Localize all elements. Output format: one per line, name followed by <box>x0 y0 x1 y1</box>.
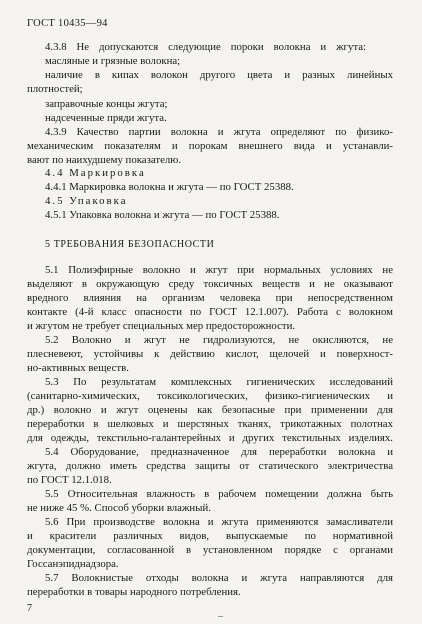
text-line: 5.4 Оборудование, предназначенное для переработки волокна и <box>45 446 393 458</box>
scan-mark <box>218 616 223 617</box>
subsection-heading: 4.4 Маркировка <box>45 167 146 179</box>
text-line: 5.6 При производстве волокна и жгута применяются замасливатели <box>45 516 393 528</box>
text-line: и красители различных видов, выпускаемые по нормативной <box>27 530 393 542</box>
page-number: 7 <box>27 603 32 614</box>
text-line: наличие в кипах волокон другого цвета и разных линейных <box>45 69 393 81</box>
text-line: для одежды, текстильно-галантерейных и других текстильных изделиях. <box>27 432 393 444</box>
text-line: и жгутом не требует специальных мер предосторожности. <box>27 320 296 332</box>
text-line: надсеченные пряди жгута. <box>45 112 167 124</box>
text-line: вредного влияния на организм человека при непосредственном <box>27 292 393 304</box>
text-line: жгута, должно иметь средства защиты от статического электричества <box>27 460 393 472</box>
text-line: документации, согласованной в установленном порядке с органами <box>27 544 393 556</box>
text-line: по ГОСТ 12.1.018. <box>27 474 112 486</box>
text-line: Госсанэпиднадзора. <box>27 558 119 570</box>
text-line: 5.7 Волокнистые отходы волокна и жгута направляются для <box>45 572 393 584</box>
text-line: заправочные концы жгута; <box>45 98 168 110</box>
text-line: 5.3 По результатам комплексных гигиенических исследований <box>45 376 393 388</box>
text-line: 4.4.1 Маркировка волокна и жгута — по ГОСТ 25388. <box>45 181 294 193</box>
text-line: механическим показателям и порокам внешнего вида и устанавли- <box>27 140 393 152</box>
text-line: 5.5 Относительная влажность в рабочем помещении должна быть <box>45 488 393 500</box>
text-line: переработки в товары народного потребления. <box>27 586 241 598</box>
text-line: плесневеют, устойчивы к действию кислот, щелочей и поверхност- <box>27 348 393 360</box>
section-title: 5 ТРЕБОВАНИЯ БЕЗОПАСНОСТИ <box>45 239 215 250</box>
text-line: но-активных веществ. <box>27 362 129 374</box>
text-line: плотностей; <box>27 83 83 95</box>
text-line: 4.3.8 Не допускаются следующие пороки волокна и жгута: <box>45 41 366 53</box>
page-header: ГОСТ 10435—94 <box>27 18 108 29</box>
text-line: 4.5.1 Упаковка волокна и жгута — по ГОСТ 25388. <box>45 209 280 221</box>
text-line: выделяют в окружающую среду токсичных веществ и не оказывают <box>27 278 393 290</box>
text-line: 5.1 Полиэфирные волокно и жгут при нормальных условиях не <box>45 264 393 276</box>
text-line: 5.2 Волокно и жгут не гидролизуются, не окисляются, не <box>45 334 393 346</box>
text-line: переработки в шелковых и шерстяных тканях, трикотажных полотнах <box>27 418 393 430</box>
text-line: вают по наихудшему показателю. <box>27 154 182 166</box>
text-line: не ниже 45 %. Способ уборки влажный. <box>27 502 211 514</box>
text-line: (санитарно-химических, токсикологических, физико-гигиенических и <box>27 390 393 402</box>
text-line: др.) волокно и жгут оценены как безопасные при применении для <box>27 404 393 416</box>
text-line: 4.3.9 Качество партии волокна и жгута определяют по физико- <box>45 126 393 138</box>
text-line: масляные и грязные волокна; <box>45 55 181 67</box>
subsection-heading: 4.5 Упаковка <box>45 195 128 207</box>
text-line: контакте (4-й класс опасности по ГОСТ 12.1.007). Работа с волокном <box>27 306 393 318</box>
